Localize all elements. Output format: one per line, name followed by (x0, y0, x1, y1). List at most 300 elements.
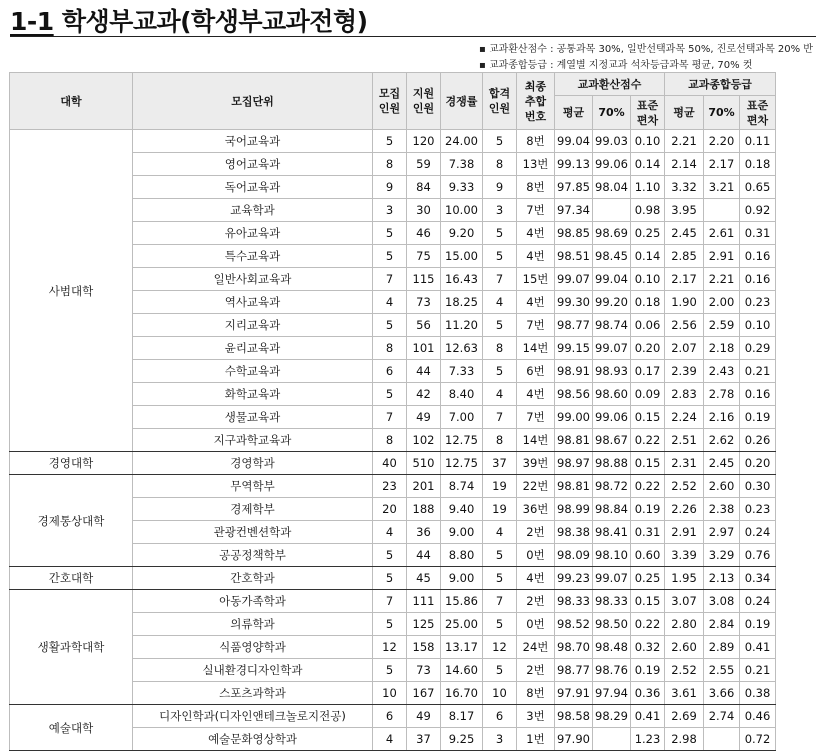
header-grade-70: 70% (704, 96, 740, 130)
table-body (10, 130, 776, 751)
grade-70-cell: 2.91 (704, 245, 740, 268)
grade-sd-cell: 0.18 (740, 153, 776, 176)
final-cell: 14번 (517, 337, 555, 360)
applicants-cell: 42 (407, 383, 441, 406)
applicants-cell: 37 (407, 728, 441, 751)
score-70-cell: 99.04 (593, 268, 631, 291)
dept-cell: 생물교육과 (133, 406, 373, 429)
final-cell: 36번 (517, 498, 555, 521)
grade-sd-cell: 0.11 (740, 130, 776, 153)
score-avg-cell: 98.58 (555, 705, 593, 728)
grade-70-cell: 2.18 (704, 337, 740, 360)
score-avg-cell: 99.30 (555, 291, 593, 314)
applicants-cell: 120 (407, 130, 441, 153)
grade-avg-cell: 2.21 (665, 130, 704, 153)
quota-cell: 8 (373, 429, 407, 452)
grade-avg-cell: 2.80 (665, 613, 704, 636)
quota-cell: 20 (373, 498, 407, 521)
dept-cell: 간호학과 (133, 567, 373, 590)
score-sd-cell: 0.22 (631, 429, 665, 452)
grade-avg-cell: 2.56 (665, 314, 704, 337)
ratio-cell: 9.40 (441, 498, 483, 521)
score-avg-cell: 97.85 (555, 176, 593, 199)
grade-70-cell: 2.97 (704, 521, 740, 544)
score-sd-cell: 0.31 (631, 521, 665, 544)
grade-sd-cell: 0.21 (740, 360, 776, 383)
grade-70-cell: 2.84 (704, 613, 740, 636)
dept-cell: 교육학과 (133, 199, 373, 222)
score-70-cell: 98.67 (593, 429, 631, 452)
grade-sd-cell: 0.41 (740, 636, 776, 659)
dept-cell: 지구과학교육과 (133, 429, 373, 452)
grade-70-cell: 3.29 (704, 544, 740, 567)
final-cell: 6번 (517, 360, 555, 383)
admitted-cell: 4 (483, 521, 517, 544)
ratio-cell: 13.17 (441, 636, 483, 659)
applicants-cell: 44 (407, 360, 441, 383)
table-row (10, 475, 776, 498)
score-sd-cell: 0.15 (631, 590, 665, 613)
applicants-cell: 59 (407, 153, 441, 176)
dept-cell: 경영학과 (133, 452, 373, 475)
quota-cell: 10 (373, 682, 407, 705)
ratio-cell: 7.38 (441, 153, 483, 176)
dept-cell: 화학교육과 (133, 383, 373, 406)
admitted-cell: 5 (483, 544, 517, 567)
score-avg-cell: 98.52 (555, 613, 593, 636)
score-sd-cell: 0.18 (631, 291, 665, 314)
grade-70-cell: 2.17 (704, 153, 740, 176)
admitted-cell: 5 (483, 613, 517, 636)
score-avg-cell: 98.99 (555, 498, 593, 521)
final-cell: 4번 (517, 383, 555, 406)
admitted-cell: 19 (483, 475, 517, 498)
admitted-cell: 8 (483, 429, 517, 452)
grade-70-cell: 2.00 (704, 291, 740, 314)
dept-cell: 지리교육과 (133, 314, 373, 337)
header-score-group: 교과환산점수 (555, 73, 665, 96)
score-avg-cell: 98.77 (555, 314, 593, 337)
score-sd-cell: 0.25 (631, 222, 665, 245)
grade-avg-cell: 2.91 (665, 521, 704, 544)
score-70-cell: 98.84 (593, 498, 631, 521)
header-grade-sd: 표준 편차 (740, 96, 776, 130)
ratio-cell: 11.20 (441, 314, 483, 337)
grade-70-cell: 2.38 (704, 498, 740, 521)
admitted-cell: 9 (483, 176, 517, 199)
applicants-cell: 111 (407, 590, 441, 613)
admitted-cell: 5 (483, 222, 517, 245)
grade-avg-cell: 3.95 (665, 199, 704, 222)
ratio-cell: 25.00 (441, 613, 483, 636)
grade-70-cell: 2.60 (704, 475, 740, 498)
admitted-cell: 6 (483, 705, 517, 728)
applicants-cell: 115 (407, 268, 441, 291)
grade-avg-cell: 2.24 (665, 406, 704, 429)
grade-70-cell: 2.45 (704, 452, 740, 475)
header-ratio: 경쟁률 (441, 73, 483, 130)
admitted-cell: 5 (483, 130, 517, 153)
dept-cell: 일반사회교육과 (133, 268, 373, 291)
score-70-cell: 98.74 (593, 314, 631, 337)
final-cell: 39번 (517, 452, 555, 475)
grade-avg-cell: 2.31 (665, 452, 704, 475)
grade-70-cell: 2.13 (704, 567, 740, 590)
applicants-cell: 73 (407, 659, 441, 682)
final-cell: 7번 (517, 314, 555, 337)
ratio-cell: 8.80 (441, 544, 483, 567)
score-avg-cell: 97.34 (555, 199, 593, 222)
final-cell: 7번 (517, 199, 555, 222)
dept-cell: 식품영양학과 (133, 636, 373, 659)
title-underline (10, 36, 816, 37)
table-row (10, 590, 776, 613)
final-cell: 22번 (517, 475, 555, 498)
score-70-cell: 99.20 (593, 291, 631, 314)
grade-70-cell: 2.61 (704, 222, 740, 245)
grade-sd-cell: 0.38 (740, 682, 776, 705)
score-70-cell: 98.10 (593, 544, 631, 567)
grade-70-cell: 3.08 (704, 590, 740, 613)
grade-sd-cell: 0.16 (740, 268, 776, 291)
final-cell: 4번 (517, 291, 555, 314)
section-title: 학생부교과(학생부교과전형) (53, 7, 368, 36)
score-avg-cell: 98.70 (555, 636, 593, 659)
dept-cell: 디자인학과(디자인앤테크놀로지전공) (133, 705, 373, 728)
score-avg-cell: 99.04 (555, 130, 593, 153)
final-cell: 2번 (517, 659, 555, 682)
grade-sd-cell: 0.29 (740, 337, 776, 360)
score-sd-cell: 0.15 (631, 406, 665, 429)
grade-avg-cell: 2.17 (665, 268, 704, 291)
applicants-cell: 158 (407, 636, 441, 659)
final-cell: 2번 (517, 590, 555, 613)
grade-avg-cell: 3.32 (665, 176, 704, 199)
grade-sd-cell: 0.24 (740, 590, 776, 613)
grade-70-cell: 2.62 (704, 429, 740, 452)
score-70-cell: 99.07 (593, 567, 631, 590)
admitted-cell: 8 (483, 153, 517, 176)
dept-cell: 독어교육과 (133, 176, 373, 199)
header-admitted: 합격 인원 (483, 73, 517, 130)
univ-cell: 경영대학 (10, 452, 133, 475)
applicants-cell: 75 (407, 245, 441, 268)
grade-70-cell: 2.21 (704, 268, 740, 291)
quota-cell: 12 (373, 636, 407, 659)
dept-cell: 아동가족학과 (133, 590, 373, 613)
score-avg-cell: 98.77 (555, 659, 593, 682)
admitted-cell: 4 (483, 291, 517, 314)
score-sd-cell: 0.36 (631, 682, 665, 705)
ratio-cell: 15.00 (441, 245, 483, 268)
dept-cell: 의류학과 (133, 613, 373, 636)
ratio-cell: 18.25 (441, 291, 483, 314)
note-score: ▪ 교과환산점수 : 공통과목 30%, 일반선택과목 50%, 진로선택과목 20% 반 (479, 44, 813, 55)
final-cell: 2번 (517, 521, 555, 544)
score-70-cell: 98.60 (593, 383, 631, 406)
header-score-70: 70% (593, 96, 631, 130)
ratio-cell: 10.00 (441, 199, 483, 222)
grade-sd-cell: 0.10 (740, 314, 776, 337)
grade-avg-cell: 2.98 (665, 728, 704, 751)
score-70-cell: 99.03 (593, 130, 631, 153)
grade-70-cell: 2.43 (704, 360, 740, 383)
dept-cell: 무역학부 (133, 475, 373, 498)
score-70-cell (593, 728, 631, 751)
grade-70-cell: 2.78 (704, 383, 740, 406)
quota-cell: 8 (373, 337, 407, 360)
table-row (10, 567, 776, 590)
grade-avg-cell: 2.60 (665, 636, 704, 659)
quota-cell: 5 (373, 130, 407, 153)
grade-sd-cell: 0.34 (740, 567, 776, 590)
final-cell: 8번 (517, 682, 555, 705)
grade-avg-cell: 2.51 (665, 429, 704, 452)
grade-70-cell: 2.20 (704, 130, 740, 153)
score-sd-cell: 0.25 (631, 567, 665, 590)
header-dept: 모집단위 (133, 73, 373, 130)
score-sd-cell: 0.09 (631, 383, 665, 406)
grade-avg-cell: 3.07 (665, 590, 704, 613)
grade-sd-cell: 0.92 (740, 199, 776, 222)
grade-sd-cell: 0.23 (740, 498, 776, 521)
ratio-cell: 12.63 (441, 337, 483, 360)
quota-cell: 4 (373, 728, 407, 751)
score-avg-cell: 98.81 (555, 429, 593, 452)
ratio-cell: 16.70 (441, 682, 483, 705)
score-avg-cell: 98.85 (555, 222, 593, 245)
admitted-cell: 5 (483, 659, 517, 682)
score-sd-cell: 0.06 (631, 314, 665, 337)
table-row (10, 705, 776, 728)
score-avg-cell: 98.33 (555, 590, 593, 613)
grade-70-cell (704, 199, 740, 222)
admitted-cell: 3 (483, 199, 517, 222)
ratio-cell: 9.33 (441, 176, 483, 199)
univ-cell: 예술대학 (10, 705, 133, 751)
grade-avg-cell: 2.83 (665, 383, 704, 406)
score-70-cell: 98.50 (593, 613, 631, 636)
score-sd-cell: 0.10 (631, 268, 665, 291)
quota-cell: 7 (373, 590, 407, 613)
grade-70-cell: 2.16 (704, 406, 740, 429)
header-applicants: 지원 인원 (407, 73, 441, 130)
score-avg-cell: 98.97 (555, 452, 593, 475)
quota-cell: 4 (373, 291, 407, 314)
applicants-cell: 101 (407, 337, 441, 360)
header-grade-group: 교과종합등급 (665, 73, 776, 96)
score-avg-cell: 98.91 (555, 360, 593, 383)
dept-cell: 스포츠과학과 (133, 682, 373, 705)
quota-cell: 9 (373, 176, 407, 199)
grade-sd-cell: 0.65 (740, 176, 776, 199)
header-score-avg: 평균 (555, 96, 593, 130)
final-cell: 4번 (517, 567, 555, 590)
grade-70-cell: 2.59 (704, 314, 740, 337)
ratio-cell: 8.17 (441, 705, 483, 728)
score-70-cell: 98.93 (593, 360, 631, 383)
dept-cell: 수학교육과 (133, 360, 373, 383)
ratio-cell: 12.75 (441, 429, 483, 452)
score-sd-cell: 0.32 (631, 636, 665, 659)
quota-cell: 5 (373, 314, 407, 337)
header-quota: 모집 인원 (373, 73, 407, 130)
quota-cell: 5 (373, 222, 407, 245)
score-70-cell: 98.76 (593, 659, 631, 682)
quota-cell: 5 (373, 383, 407, 406)
quota-cell: 6 (373, 360, 407, 383)
admitted-cell: 10 (483, 682, 517, 705)
header-grade-avg: 평균 (665, 96, 704, 130)
final-cell: 15번 (517, 268, 555, 291)
grade-sd-cell: 0.16 (740, 383, 776, 406)
admitted-cell: 37 (483, 452, 517, 475)
admitted-cell: 7 (483, 268, 517, 291)
applicants-cell: 125 (407, 613, 441, 636)
score-70-cell: 98.41 (593, 521, 631, 544)
score-70-cell: 97.94 (593, 682, 631, 705)
applicants-cell: 102 (407, 429, 441, 452)
score-70-cell: 98.88 (593, 452, 631, 475)
grade-sd-cell: 0.23 (740, 291, 776, 314)
score-sd-cell: 0.14 (631, 153, 665, 176)
applicants-cell: 49 (407, 406, 441, 429)
score-70-cell: 98.69 (593, 222, 631, 245)
score-70-cell: 99.07 (593, 337, 631, 360)
grade-70-cell (704, 728, 740, 751)
applicants-cell: 201 (407, 475, 441, 498)
ratio-cell: 9.00 (441, 567, 483, 590)
univ-cell: 생활과학대학 (10, 590, 133, 705)
applicants-cell: 49 (407, 705, 441, 728)
grade-sd-cell: 0.30 (740, 475, 776, 498)
applicants-cell: 56 (407, 314, 441, 337)
ratio-cell: 14.60 (441, 659, 483, 682)
grade-sd-cell: 0.26 (740, 429, 776, 452)
score-70-cell: 98.48 (593, 636, 631, 659)
score-70-cell: 98.72 (593, 475, 631, 498)
score-avg-cell: 99.00 (555, 406, 593, 429)
score-sd-cell: 0.20 (631, 337, 665, 360)
grade-sd-cell: 0.76 (740, 544, 776, 567)
applicants-cell: 44 (407, 544, 441, 567)
grade-sd-cell: 0.19 (740, 406, 776, 429)
score-sd-cell: 0.22 (631, 475, 665, 498)
univ-cell: 사범대학 (10, 130, 133, 452)
quota-cell: 7 (373, 406, 407, 429)
dept-cell: 관광컨벤션학과 (133, 521, 373, 544)
grade-avg-cell: 2.69 (665, 705, 704, 728)
score-avg-cell: 97.91 (555, 682, 593, 705)
score-sd-cell: 1.23 (631, 728, 665, 751)
grade-sd-cell: 0.16 (740, 245, 776, 268)
score-sd-cell: 0.19 (631, 498, 665, 521)
final-cell: 4번 (517, 222, 555, 245)
applicants-cell: 46 (407, 222, 441, 245)
applicants-cell: 84 (407, 176, 441, 199)
dept-cell: 역사교육과 (133, 291, 373, 314)
quota-cell: 4 (373, 521, 407, 544)
applicants-cell: 45 (407, 567, 441, 590)
table-row (10, 130, 776, 153)
univ-cell: 간호대학 (10, 567, 133, 590)
ratio-cell: 7.33 (441, 360, 483, 383)
ratio-cell: 8.40 (441, 383, 483, 406)
grade-sd-cell: 0.21 (740, 659, 776, 682)
grade-avg-cell: 3.61 (665, 682, 704, 705)
score-avg-cell: 99.13 (555, 153, 593, 176)
grade-avg-cell: 1.90 (665, 291, 704, 314)
dept-cell: 예술문화영상학과 (133, 728, 373, 751)
grade-avg-cell: 2.07 (665, 337, 704, 360)
grade-sd-cell: 0.72 (740, 728, 776, 751)
dept-cell: 공공정책학부 (133, 544, 373, 567)
univ-cell: 경제통상대학 (10, 475, 133, 567)
grade-avg-cell: 2.52 (665, 659, 704, 682)
grade-sd-cell: 0.46 (740, 705, 776, 728)
quota-cell: 8 (373, 153, 407, 176)
admitted-cell: 5 (483, 567, 517, 590)
score-70-cell: 98.45 (593, 245, 631, 268)
grade-avg-cell: 2.45 (665, 222, 704, 245)
grade-sd-cell: 0.20 (740, 452, 776, 475)
grade-70-cell: 2.55 (704, 659, 740, 682)
header-score-sd: 표준 편차 (631, 96, 665, 130)
admitted-cell: 12 (483, 636, 517, 659)
grade-70-cell: 3.66 (704, 682, 740, 705)
applicants-cell: 188 (407, 498, 441, 521)
admitted-cell: 5 (483, 245, 517, 268)
applicants-cell: 73 (407, 291, 441, 314)
grade-70-cell: 3.21 (704, 176, 740, 199)
ratio-cell: 9.00 (441, 521, 483, 544)
score-sd-cell: 0.60 (631, 544, 665, 567)
score-70-cell: 98.04 (593, 176, 631, 199)
score-sd-cell: 0.14 (631, 245, 665, 268)
grade-70-cell: 2.74 (704, 705, 740, 728)
quota-cell: 5 (373, 613, 407, 636)
title-area (0, 0, 816, 40)
score-70-cell: 99.06 (593, 406, 631, 429)
final-cell: 0번 (517, 544, 555, 567)
ratio-cell: 7.00 (441, 406, 483, 429)
final-cell: 13번 (517, 153, 555, 176)
dept-cell: 윤리교육과 (133, 337, 373, 360)
page-title (10, 2, 368, 38)
score-avg-cell: 98.38 (555, 521, 593, 544)
admitted-cell: 4 (483, 383, 517, 406)
admission-results-table (9, 72, 776, 751)
dept-cell: 경제학부 (133, 498, 373, 521)
score-avg-cell: 99.15 (555, 337, 593, 360)
admitted-cell: 19 (483, 498, 517, 521)
ratio-cell: 9.20 (441, 222, 483, 245)
admitted-cell: 7 (483, 590, 517, 613)
dept-cell: 실내환경디자인학과 (133, 659, 373, 682)
score-70-cell: 98.33 (593, 590, 631, 613)
score-avg-cell: 97.90 (555, 728, 593, 751)
dept-cell: 유아교육과 (133, 222, 373, 245)
quota-cell: 5 (373, 544, 407, 567)
applicants-cell: 167 (407, 682, 441, 705)
final-cell: 24번 (517, 636, 555, 659)
grade-avg-cell: 2.39 (665, 360, 704, 383)
score-avg-cell: 99.07 (555, 268, 593, 291)
score-sd-cell: 1.10 (631, 176, 665, 199)
score-avg-cell: 98.51 (555, 245, 593, 268)
quota-cell: 3 (373, 199, 407, 222)
final-cell: 7번 (517, 406, 555, 429)
